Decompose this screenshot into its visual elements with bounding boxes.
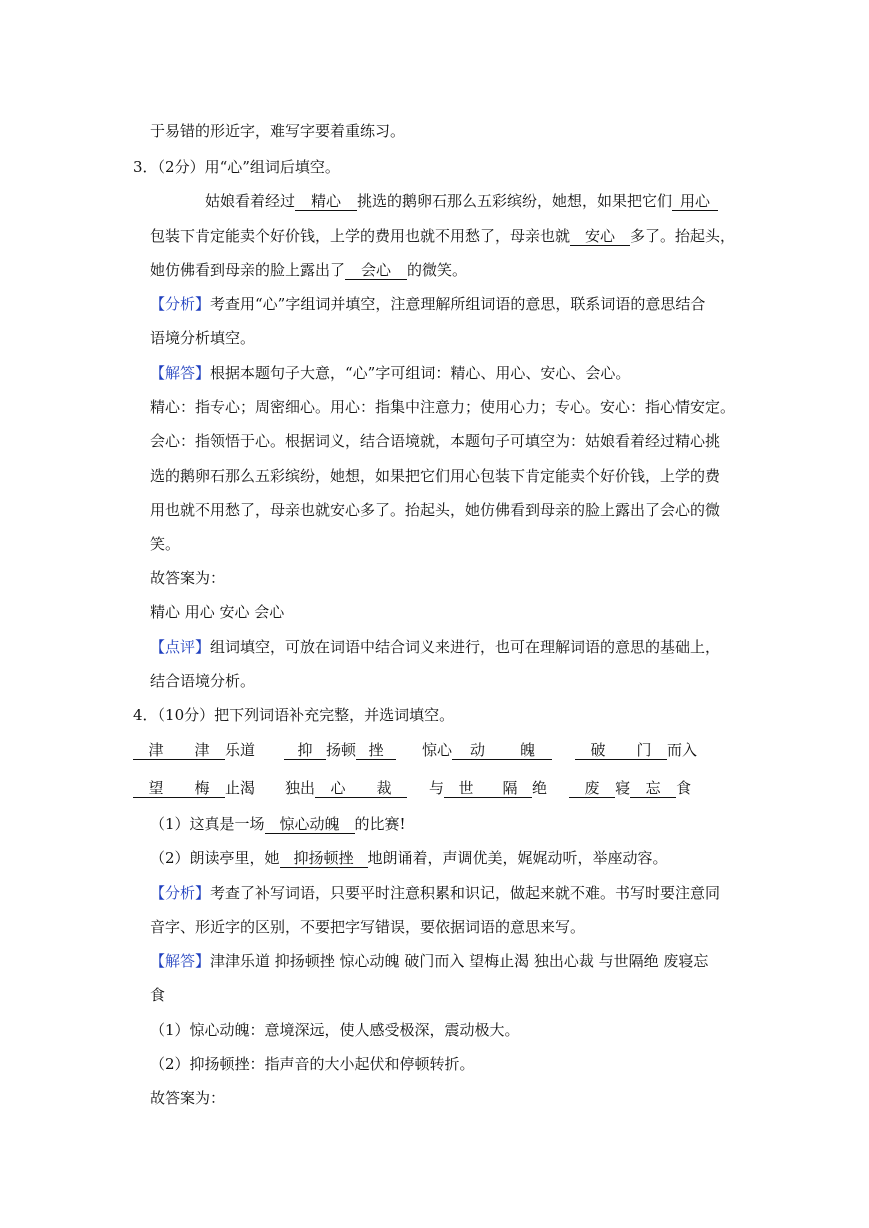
blank-char: 裁 xyxy=(361,779,407,798)
blank-char: 门 xyxy=(621,741,667,760)
q4-analysis-line-1 xyxy=(150,883,720,903)
q4-prompt: 把下列词语补充完整，并选词填空。 xyxy=(214,706,455,724)
passage-text: 挑选的鹅卵石那么五彩缤纷，她想，如果把它们 xyxy=(357,192,673,210)
q4-solution-line-1 xyxy=(150,951,708,971)
sentence-text: （2）朗读亭里，她 xyxy=(150,849,280,867)
q3-header xyxy=(133,157,340,177)
q3-solution-line-3: 会心：指领悟于心。根据词义，结合语境就，本题句子可填空为：姑娘看着经过精心挑 xyxy=(150,432,721,450)
given-chars: 止渴 xyxy=(225,779,256,797)
q4-word-row-2 xyxy=(133,778,691,798)
analysis-tag: 【分析】 xyxy=(150,295,211,313)
passage-text: 包装下肯定能卖个好价钱，上学的费用也就不用愁了，母亲也就 xyxy=(150,227,571,245)
blank-char: 隔 xyxy=(488,779,532,798)
q3-solution-line-4: 选的鹅卵石那么五彩缤纷，她想，如果把它们用心包装下肯定能卖个好价钱，上学的费 xyxy=(150,467,721,485)
blank-answer-3: 安心 xyxy=(570,227,630,246)
q3-answer: 精心 用心 安心 会心 xyxy=(150,603,285,621)
q3-number: 3． xyxy=(133,158,158,176)
q3-solution-line-6: 笑。 xyxy=(150,535,181,553)
blank-char: 津 xyxy=(179,741,225,760)
blank-char: 破 xyxy=(575,741,621,760)
given-chars: 与 xyxy=(429,779,445,797)
solution-tag: 【解答】 xyxy=(150,364,211,382)
comment-tag: 【点评】 xyxy=(150,638,211,656)
blank-char: 津 xyxy=(133,741,179,760)
q4-number: 4． xyxy=(133,706,158,724)
q3-answer-label: 故答案为： xyxy=(150,569,226,587)
q4-sentence-2 xyxy=(150,848,668,868)
sentence-text: 地朗诵着，声调优美，娓娓动听，举座动容。 xyxy=(367,849,668,867)
blank-char: 梅 xyxy=(179,779,225,798)
blank-char: 魄 xyxy=(503,741,552,760)
intro-tail-line: 于易错的形近字，难写字要着重练习。 xyxy=(150,122,406,140)
blank-char: 望 xyxy=(133,779,179,798)
q4-explanation-1: （1）惊心动魄：意境深远，使人感受极深，震动极大。 xyxy=(150,1021,520,1039)
q3-solution-line-5: 用也就不用愁了，母亲也就安心多了。抬起头，她仿佛看到母亲的脸上露出了会心的微 xyxy=(150,501,721,519)
q3-points: （2分） xyxy=(157,158,205,176)
passage-text: 她仿佛看到母亲的脸上露出了 xyxy=(150,261,346,279)
given-chars: 绝 xyxy=(532,779,548,797)
given-chars: 惊心 xyxy=(422,741,453,759)
q3-comment-line-2: 结合语境分析。 xyxy=(150,672,256,690)
q3-passage-line-1 xyxy=(205,191,718,211)
analysis-text: 考查了补写词语，只要平时注意积累和识记，做起来就不难。书写时要注意同 xyxy=(210,884,721,902)
given-chars: 而入 xyxy=(667,741,698,759)
solution-text: 根据本题句子大意，“心”字可组词：精心、用心、安心、会心。 xyxy=(210,364,631,382)
q4-explanation-2: （2）抑扬顿挫：指声音的大小起伏和停顿转折。 xyxy=(150,1055,475,1073)
comment-text: 组词填空，可放在词语中结合词义来进行，也可在理解词语的意思的基础上， xyxy=(210,638,721,656)
blank-char: 废 xyxy=(569,779,615,798)
q4-points: （10分） xyxy=(157,706,215,724)
passage-text: 多了。抬起头， xyxy=(630,227,736,245)
blank-answer: 抑扬顿挫 xyxy=(280,849,368,868)
blank-char: 抑 xyxy=(284,741,326,760)
blank-char: 世 xyxy=(444,779,488,798)
q4-solution-line-2: 食 xyxy=(150,986,166,1004)
q4-sentence-1 xyxy=(150,814,406,834)
sentence-text: （1）这真是一场 xyxy=(150,815,265,833)
blank-char: 忘 xyxy=(630,779,676,798)
q3-passage-line-3 xyxy=(150,260,467,280)
analysis-tag: 【分析】 xyxy=(150,884,211,902)
q4-analysis-line-2: 音字、形近字的区别，不要把字写错误，要依据词语的意思来写。 xyxy=(150,918,586,936)
blank-char: 心 xyxy=(315,779,361,798)
blank-answer: 惊心动魄 xyxy=(265,815,355,834)
blank-char: 挫 xyxy=(356,741,396,760)
given-chars: 寝 xyxy=(615,779,631,797)
q3-analysis-line-1 xyxy=(150,294,705,314)
passage-text: 姑娘看着经过 xyxy=(205,192,296,210)
passage-text: 的微笑。 xyxy=(407,261,468,279)
q3-passage-line-2 xyxy=(150,226,735,246)
q4-header xyxy=(133,705,454,725)
given-chars: 乐道 xyxy=(225,741,256,759)
analysis-text: 考查用“心”字组词并填空，注意理解所组词语的意思，联系词语的意思结合 xyxy=(210,295,706,313)
q4-word-row-1 xyxy=(133,740,697,760)
blank-answer-1: 精心 xyxy=(295,192,357,211)
given-chars: 食 xyxy=(676,779,692,797)
blank-answer-2: 用心 xyxy=(672,192,718,211)
q3-solution-line-2: 精心：指专心；周密细心。用心：指集中注意力；使用心力；专心。安心：指心情安定。 xyxy=(150,398,736,416)
q3-comment-line-1 xyxy=(150,637,720,657)
q3-solution-line-1 xyxy=(150,363,630,383)
q3-analysis-line-2: 语境分析填空。 xyxy=(150,329,256,347)
solution-tag: 【解答】 xyxy=(150,952,211,970)
q4-answer-label: 故答案为： xyxy=(150,1089,226,1107)
sentence-text: 的比赛! xyxy=(354,815,406,833)
blank-answer-4: 会心 xyxy=(345,261,407,280)
solution-text: 津津乐道 抑扬顿挫 惊心动魄 破门而入 望梅止渴 独出心裁 与世隔绝 废寝忘 xyxy=(210,952,709,970)
given-chars: 独出 xyxy=(285,779,316,797)
q3-prompt: 用“心”组词后填空。 xyxy=(204,158,340,176)
given-chars: 扬顿 xyxy=(326,741,357,759)
blank-char: 动 xyxy=(452,741,503,760)
